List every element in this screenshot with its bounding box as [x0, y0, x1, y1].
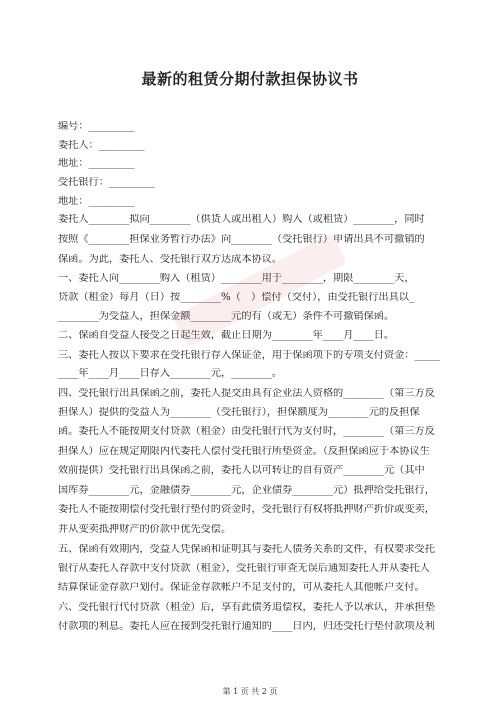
body-line: 委托人不能按期偿付受托银行垫付的资金时，受托银行有权将抵押财产折价或变卖， [58, 504, 435, 515]
body-line: 五、保函有效期内，受益人凭保函和证明其与委托人债务关系的文件，有权要求受托 [58, 544, 435, 555]
body-line: 委托人________拟向________（供货人或出租人）购入（或租赁）________，同时 [58, 214, 425, 225]
body-line: 受托银行：_________ [58, 177, 155, 188]
body-line: 保函。为此，委托人、受托银行双方达成本协议。 [58, 254, 283, 265]
body-line: 按照《________担保业务暂行办法》向________（受托银行）申请出具不可撤销的 [58, 234, 425, 245]
body-line: 担保人）提供的受益人为________（受托银行），担保额度为________元的反担保 [58, 407, 420, 418]
body-line: 贷款（租金）每月（日）按________%（ ）偿付（交付），由受托银行出具以_ [58, 292, 415, 303]
body-line: 担保人）应在规定期限内代委托人偿付受托银行所垫资金。（反担保函应于本协议生 [58, 446, 430, 457]
body-line: 银行从委托人存款中支付贷款（租金），受托银行审查无误后通知委托人并从委托人 [58, 563, 430, 574]
body-line: 一、委托人向________购入（租赁）________用于________，期限________天， [58, 273, 415, 284]
body-line: 效前提供）受托银行出具保函之前，委托人以可转让的自有资产________元（其中 [58, 465, 425, 476]
body-line: 函。委托人不能按期支付贷款（租金）由受托银行代为支付时，________（第三方反 [58, 426, 435, 437]
page-footer: 第 1 页 共 2 页 [222, 687, 278, 696]
body-line: 付款项的利息。委托人应在接到受托银行通知的____日内，归还受托行垫付款项及利 [58, 621, 435, 632]
body-line: 四、受托银行出具保函之前，委托人提交由具有企业法人资格的________（第三方反 [58, 388, 435, 399]
body-line: 结算保证金存款户划付。保证金存款帐户不足支付的，可从委托人其他帐户支付。 [58, 582, 425, 593]
body-line: 编号：_________ [58, 121, 135, 132]
document-title: 最新的租赁分期付款担保协议书 [141, 70, 359, 88]
body-line: 委托人：_________ [58, 140, 145, 151]
body-line: 六、受托银行代付贷款（租金）后，享有此债务追偿权，委托人予以承认，并承担垫 [58, 602, 435, 613]
body-line: 二、保函自受益人接受之日起生效，截止日期为________年____月____日。 [58, 330, 395, 341]
body-line: 地址：_________ [58, 196, 135, 207]
body-line: 国库券________元，金融债券________元，企业债券________元）抵押给受托银行， [58, 485, 435, 496]
body-line: ________为受益人，担保金额________元的有（或无）条件不可撤销保函。 [58, 311, 395, 322]
body-line: ____年____月____日存入________元，________。 [58, 368, 283, 379]
watermark-logo [150, 235, 370, 345]
body-line: 并从变卖抵押财产的价款中优先受偿。 [58, 524, 232, 535]
body-line: 三、委托人按以下要求在受托银行存入保证金，用于保函项下的专项支付资金：_____ [58, 350, 441, 361]
body-line: 地址：_________ [58, 158, 135, 169]
